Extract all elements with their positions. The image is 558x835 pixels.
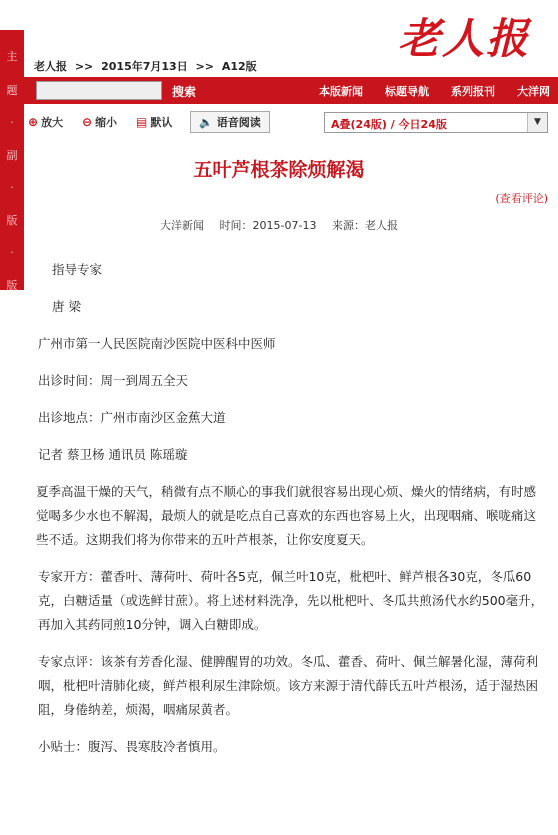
default-label: 默认 [150,116,173,129]
meta-time: 时间：2015-07-13 [219,219,317,232]
toolbar [24,111,558,135]
nav-link-current-page[interactable]: 本版新闻 [319,85,363,98]
breadcrumb-paper[interactable]: 老人报 [34,60,67,73]
chevron-down-icon[interactable]: ▼ [527,113,547,132]
strip-char: 主 [6,50,18,63]
strip-char: 版 [6,214,18,227]
article-body [38,258,548,772]
breadcrumb-date[interactable]: 2015年7月13日 [101,60,188,73]
read-aloud-button[interactable] [190,111,270,133]
nav-bar [24,77,558,104]
article-paragraph: 专家开方：藿香叶、薄荷叶、荷叶各5克，佩兰叶10克，枇杷叶、鲜芦根各30克，冬瓜60克，白糖适量（或选鲜甘蔗）。将上述材料洗净，先以枇杷叶、冬瓜共煎汤代水约500毫升，再加入其药同煎10分钟，调入白糖即成。 [38,569,544,632]
speaker-icon: 🔈 [199,115,213,129]
strip-char: · [10,181,14,194]
strip-char: 副 [6,149,18,162]
breadcrumb-sep: >> [195,60,214,73]
zoom-in-icon: ⊕ [28,115,39,129]
header [0,0,558,75]
search-input[interactable] [36,81,162,100]
nav-link-dayoo[interactable]: 大洋网 [517,85,550,98]
breadcrumb-page[interactable]: A12版 [221,60,257,73]
strip-char: 题 [6,84,18,97]
article-paragraph: 夏季高温干燥的天气，稍微有点不顺心的事我们就很容易出现心烦、燥火的情绪病，有时感觉喝多少水也不解渴，最烦人的就是吃点自己喜欢的东西也容易上火，出现咽痛、喉咙痛这些不适。这期我们将为你带来的五叶芦根茶，让你安度夏天。 [36,484,537,547]
read-aloud-label: 语音阅读 [216,116,261,129]
zoom-out-button[interactable] [82,114,117,130]
document-icon: ▤ [136,115,148,129]
newspaper-logo[interactable]: 老人报 [397,14,530,63]
breadcrumb [34,58,261,74]
nav-link-series[interactable]: 系列报刊 [451,85,495,98]
article-paragraph: 指导专家 [52,262,103,277]
article-meta [0,217,558,233]
page-select-value: A叠(24版) / 今日24版 [331,118,447,131]
view-comments-link[interactable]: (查看评论) [495,192,548,205]
meta-origin: 来源：老人报 [331,219,398,232]
strip-char: 版 [6,279,18,292]
strip-char: · [10,246,14,259]
article-paragraph: 记者 蔡卫杨 通讯员 陈瑶璇 [38,447,188,462]
zoom-out-icon: ⊖ [82,115,93,129]
article-paragraph: 出诊时间：周一到周五全天 [38,373,189,388]
meta-source-site: 大洋新闻 [160,219,205,232]
article-paragraph: 小贴士：腹泻、畏寒肢冷者慎用。 [38,739,226,754]
breadcrumb-sep: >> [74,60,94,73]
zoom-in-label: 放大 [41,116,64,129]
strip-char: · [10,116,14,129]
article-title: 五叶芦根茶除烦解渴 [193,159,365,181]
article-paragraph: 广州市第一人民医院南沙医院中医科中医师 [38,336,276,351]
default-size-button[interactable] [136,114,172,130]
zoom-out-label: 缩小 [95,116,118,129]
nav-links [319,83,550,99]
nav-link-title-nav[interactable]: 标题导航 [385,85,429,98]
page-select[interactable] [324,112,548,133]
article-paragraph: 专家点评：该茶有芳香化湿、健脾醒胃的功效。冬瓜、藿香、荷叶、佩兰解暑化湿，薄荷利咽，枇杷叶清肺化痰，鲜芦根利尿生津除烦。该方来源于清代薛氏五叶芦根汤，适于湿热困阻，身倦纳差，烦渴，咽痛尿黄者。 [38,654,539,717]
article-paragraph: 唐 梁 [52,299,81,314]
article-paragraph: 出诊地点：广州市南沙区金蕉大道 [38,410,226,425]
zoom-in-button[interactable] [28,114,63,130]
search-button[interactable]: 搜索 [172,85,197,99]
